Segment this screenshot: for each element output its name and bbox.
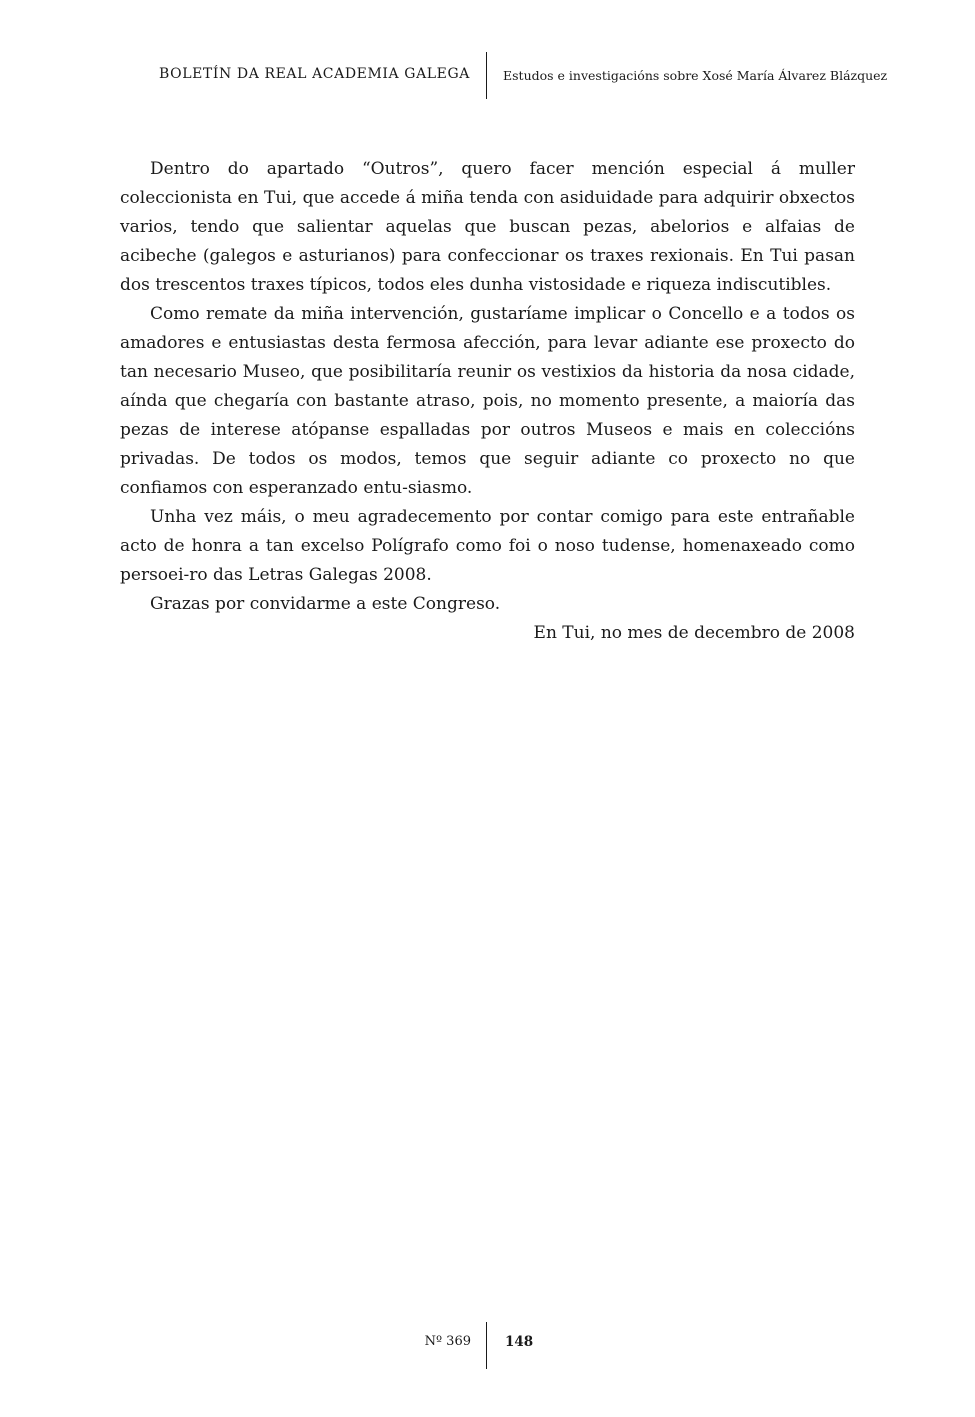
header-divider — [486, 52, 487, 99]
paragraph: Unha vez máis, o meu agradecemento por contar comigo para este entrañable acto de honra a tan excelso Polígrafo como foi o noso tudense, homenaxeado como persoei-ro das Letras Galegas 2008. — [120, 507, 855, 585]
page-number: 148 — [505, 1334, 534, 1350]
paragraph: Dentro do apartado “Outros”, quero facer mención especial á muller coleccionista en Tui, que accede á miña tenda con asiduidade para adquirir obxectos varios, tendo que salientar aquelas que buscan pezas, abelorios e alfaias de acibeche (galegos e asturianos) para confeccionar os traxes rexionais. En Tui pasan dos trescentos traxes típicos, todos eles dunha vistosidade e riqueza indiscutibles. — [120, 159, 855, 295]
paragraph: Como remate da miña intervención, gustaríame implicar o Concello e a todos os amadores e entusiastas desta fermosa afección, para levar adiante ese proxecto do tan necesario Museo, que posibilitaría reunir os vestixios da historia da nosa cidade, aínda que chegaría con bastante atraso, pois, no momento presente, a maioría das pezas de interese atópanse espalladas por outros Museos e mais en coleccións privadas. De todos os modos, temos que seguir adiante co proxecto no que confiamos con esperanzado entu-siasmo. — [120, 304, 855, 498]
page-footer — [0, 1322, 975, 1370]
footer-divider — [486, 1322, 487, 1369]
paragraph: Grazas por convidarme a este Congreso. — [150, 594, 501, 614]
signoff: En Tui, no mes de decembro de 2008 — [533, 623, 855, 643]
issue-number: Nº 369 — [424, 1334, 471, 1349]
section-title: Estudos e investigacións sobre Xosé María Álvarez Blázquez — [503, 68, 888, 83]
page-header — [0, 52, 975, 100]
journal-title: BOLETÍN DA REAL ACADEMIA GALEGA — [158, 66, 470, 82]
article-body — [120, 155, 855, 648]
